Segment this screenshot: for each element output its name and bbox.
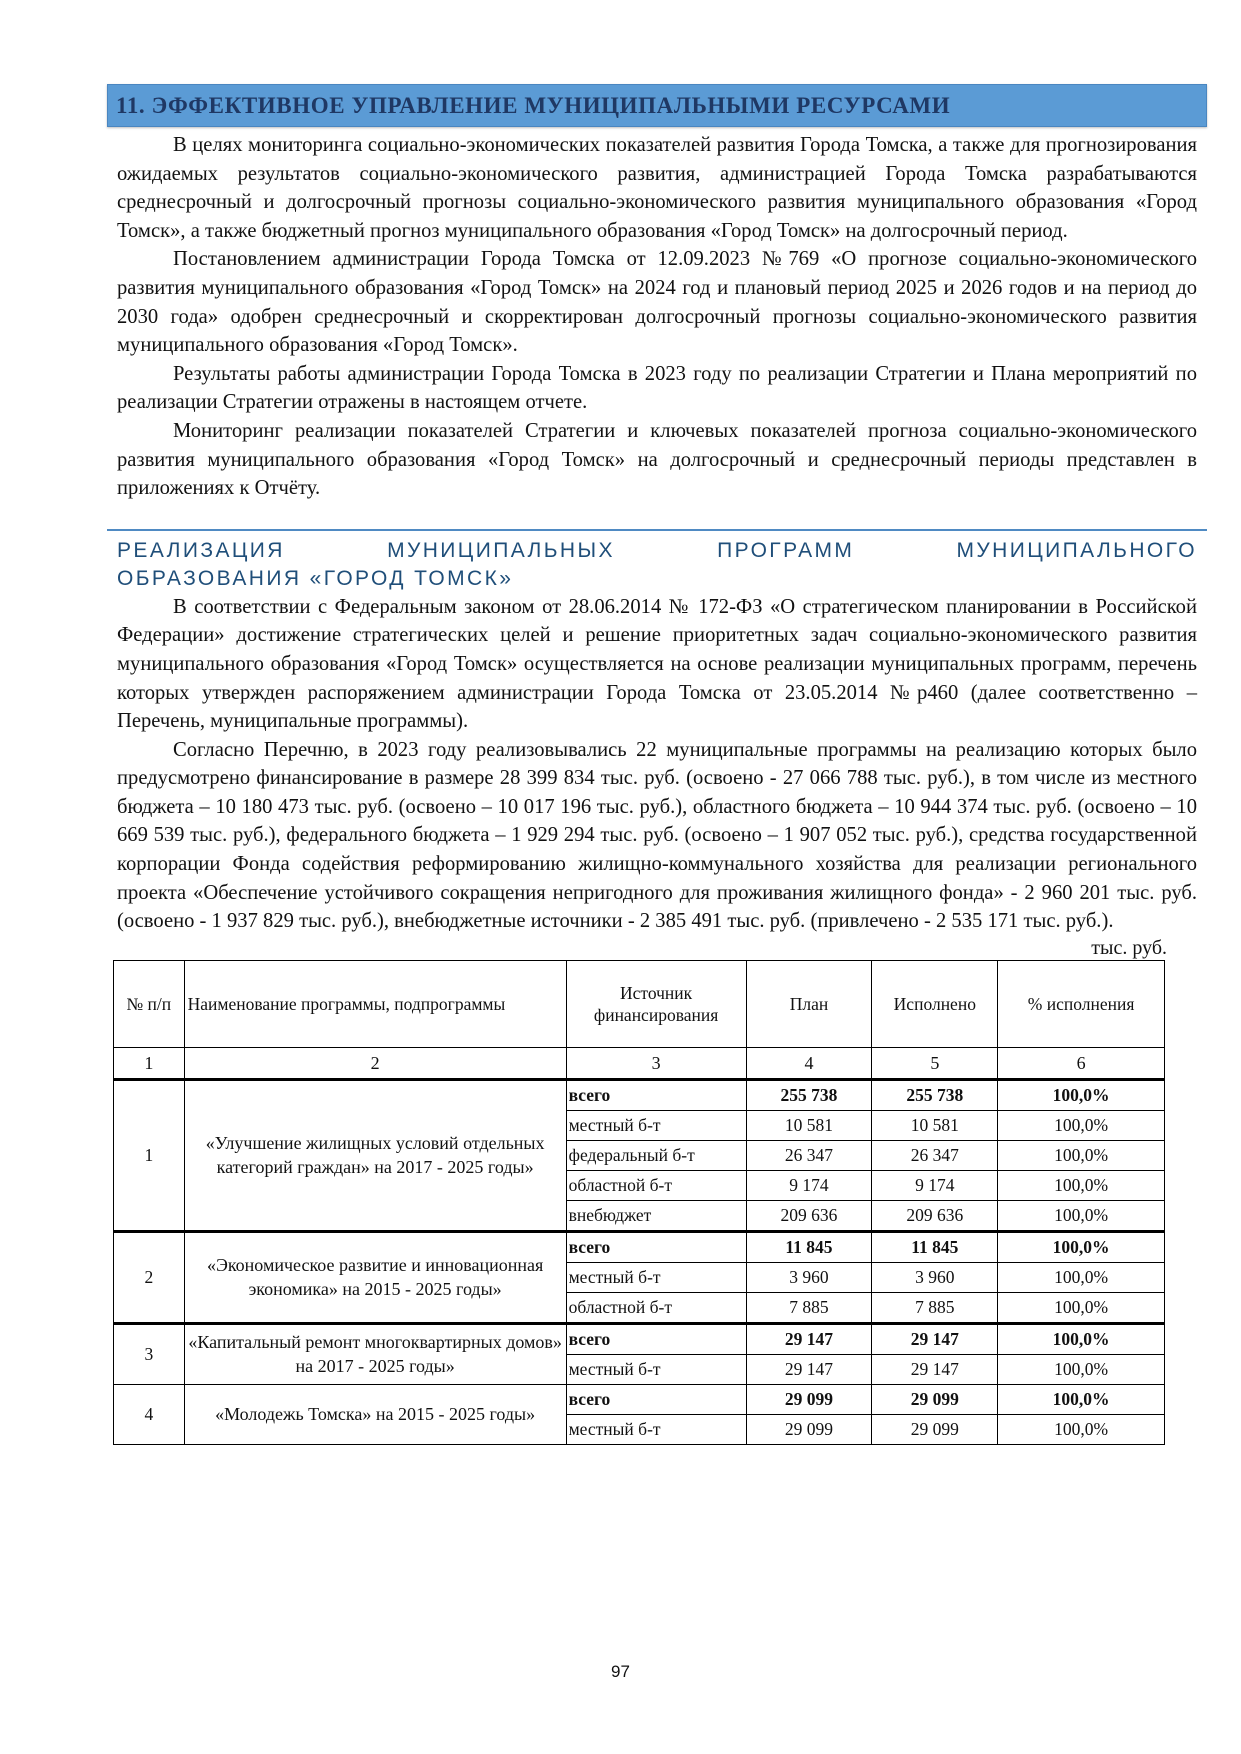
funding-source: всего	[566, 1323, 746, 1354]
section-title-line2: ОБРАЗОВАНИЯ «ГОРОД ТОМСК»	[117, 566, 514, 590]
pct-value: 100,0%	[998, 1200, 1165, 1231]
program-num: 2	[114, 1231, 185, 1323]
header-num: № п/п	[114, 960, 185, 1047]
plan-value: 10 581	[746, 1110, 872, 1140]
chapter-title: 11. ЭФФЕКТИВНОЕ УПРАВЛЕНИЕ МУНИЦИПАЛЬНЫМИ РЕСУРСАМИ	[116, 93, 951, 118]
plan-value: 26 347	[746, 1140, 872, 1170]
plan-value: 3 960	[746, 1262, 872, 1292]
program-name: «Капитальный ремонт многоквартирных домов» на 2017 - 2025 годы»	[184, 1323, 566, 1384]
paragraph: В целях мониторинга социально-экономических показателей развития Города Томска, а также для прогнозирования ожидаемых результатов социально-экономического развития, администрацией Города Томска разрабатываются среднесрочный и долгосрочный прогнозы социально-экономического развития муниципального образования «Город Томск», а также бюджетный прогноз муниципального образования «Город Томск» на долгосрочный период.	[117, 134, 1197, 242]
pct-value: 100,0%	[998, 1354, 1165, 1384]
plan-value: 29 147	[746, 1354, 872, 1384]
done-value: 7 885	[872, 1292, 998, 1323]
column-number: 5	[872, 1047, 998, 1079]
paragraph: Результаты работы администрации Города Томска в 2023 году по реализации Стратегии и Плана мероприятий по реализации Стратегии отражены в настоящем отчете.	[117, 362, 1197, 414]
section-title-word: РЕАЛИЗАЦИЯ	[117, 538, 285, 562]
table-header-row	[114, 960, 1165, 1047]
done-value: 255 738	[872, 1079, 998, 1110]
done-value: 3 960	[872, 1262, 998, 1292]
pct-value: 100,0%	[998, 1262, 1165, 1292]
funding-source: федеральный б-т	[566, 1140, 746, 1170]
column-number: 1	[114, 1047, 185, 1079]
section-text	[117, 593, 1197, 936]
intro-text	[117, 131, 1197, 503]
funding-source: местный б-т	[566, 1354, 746, 1384]
funding-source: всего	[566, 1079, 746, 1110]
chapter-heading	[107, 84, 1207, 127]
programs-table	[113, 960, 1165, 1445]
done-value: 29 147	[872, 1354, 998, 1384]
table-row	[114, 1231, 1165, 1262]
plan-value: 11 845	[746, 1231, 872, 1262]
pct-value: 100,0%	[998, 1323, 1165, 1354]
program-num: 1	[114, 1079, 185, 1231]
pct-value: 100,0%	[998, 1414, 1165, 1444]
funding-source: внебюджет	[566, 1200, 746, 1231]
section-title-word: МУНИЦИПАЛЬНЫХ	[387, 538, 615, 562]
column-number: 2	[184, 1047, 566, 1079]
plan-value: 29 099	[746, 1384, 872, 1414]
funding-source: местный б-т	[566, 1110, 746, 1140]
document-page	[117, 84, 1197, 1445]
header-source: Источник финансирования	[566, 960, 746, 1047]
column-number: 4	[746, 1047, 872, 1079]
funding-source: всего	[566, 1231, 746, 1262]
header-plan: План	[746, 960, 872, 1047]
column-number: 6	[998, 1047, 1165, 1079]
funding-source: местный б-т	[566, 1414, 746, 1444]
done-value: 29 147	[872, 1323, 998, 1354]
done-value: 11 845	[872, 1231, 998, 1262]
funding-source: областной б-т	[566, 1292, 746, 1323]
plan-value: 29 147	[746, 1323, 872, 1354]
column-number-row	[114, 1047, 1165, 1079]
pct-value: 100,0%	[998, 1140, 1165, 1170]
program-name: «Улучшение жилищных условий отдельных категорий граждан» на 2017 - 2025 годы»	[184, 1079, 566, 1231]
paragraph: Постановлением администрации Города Томска от 12.09.2023 №769 «О прогнозе социально-экономического развития муниципального образования «Город Томск» на 2024 год и плановый период 2025 и 2026 годов и на период до 2030 года» одобрен среднесрочный и скорректирован долгосрочный прогнозы социально-экономического развития муниципального образования «Город Томск».	[117, 248, 1197, 357]
header-name: Наименование программы, подпрограммы	[184, 960, 566, 1047]
section-title	[117, 537, 1197, 593]
page-number: 97	[611, 1662, 630, 1681]
pct-value: 100,0%	[998, 1384, 1165, 1414]
done-value: 9 174	[872, 1170, 998, 1200]
program-num: 4	[114, 1384, 185, 1444]
plan-value: 9 174	[746, 1170, 872, 1200]
program-name: «Молодежь Томска» на 2015 - 2025 годы»	[184, 1384, 566, 1444]
table-row	[114, 1323, 1165, 1354]
paragraph: В соответствии с Федеральным законом от 28.06.2014 № 172-ФЗ «О стратегическом планировании в Российской Федерации» достижение стратегических целей и решение приоритетных задач социально-экономического развития муниципального образования «Город Томск» осуществляется на основе реализации муниципальных программ, перечень которых утвержден распоряжением администрации Города Томска от 23.05.2014 №р460 (далее соответственно – Перечень, муниципальные программы).	[117, 595, 1197, 733]
paragraph: Согласно Перечню, в 2023 году реализовывались 22 муниципальные программы на реализацию которых было предусмотрено финансирование в размере 28 399 834 тыс. руб. (освоено - 27 066 788 тыс. руб.), в том числе из местного бюджета – 10 180 473 тыс. руб. (освоено – 10 017 196 тыс. руб.), областного бюджета – 10 944 374 тыс. руб. (освоено – 10 669 539 тыс. руб.), федерального бюджета – 1 929 294 тыс. руб. (освоено – 1 907 052 тыс. руб.), средства государственной корпорации Фонда содействия реформированию жилищно-коммунального хозяйства для реализации регионального проекта «Обеспечение устойчивого сокращения непригодного для проживания жилищного фонда» - 2 960 201 тыс. руб. (освоено - 1 937 829 тыс. руб.), внебюджетные источники - 2 385 491 тыс. руб. (привлечено - 2 535 171 тыс. руб.).	[117, 738, 1197, 933]
program-name: «Экономическое развитие и инновационная экономика» на 2015 - 2025 годы»	[184, 1231, 566, 1323]
funding-source: всего	[566, 1384, 746, 1414]
done-value: 26 347	[872, 1140, 998, 1170]
column-number: 3	[566, 1047, 746, 1079]
pct-value: 100,0%	[998, 1170, 1165, 1200]
section-title-word: ПРОГРАММ	[717, 538, 855, 562]
header-pct: % исполнения	[998, 960, 1165, 1047]
pct-value: 100,0%	[998, 1292, 1165, 1323]
done-value: 29 099	[872, 1414, 998, 1444]
plan-value: 29 099	[746, 1414, 872, 1444]
plan-value: 7 885	[746, 1292, 872, 1323]
header-done: Исполнено	[872, 960, 998, 1047]
section-title-word: МУНИЦИПАЛЬНОГО	[956, 538, 1197, 562]
plan-value: 209 636	[746, 1200, 872, 1231]
pct-value: 100,0%	[998, 1079, 1165, 1110]
done-value: 10 581	[872, 1110, 998, 1140]
pct-value: 100,0%	[998, 1110, 1165, 1140]
table-row	[114, 1384, 1165, 1414]
plan-value: 255 738	[746, 1079, 872, 1110]
table-row	[114, 1079, 1165, 1110]
done-value: 209 636	[872, 1200, 998, 1231]
unit-label: тыс. руб.	[1091, 936, 1167, 959]
program-num: 3	[114, 1323, 185, 1384]
section-divider	[107, 529, 1207, 531]
done-value: 29 099	[872, 1384, 998, 1414]
funding-source: местный б-т	[566, 1262, 746, 1292]
funding-source: областной б-т	[566, 1170, 746, 1200]
pct-value: 100,0%	[998, 1231, 1165, 1262]
paragraph: Мониторинг реализации показателей Стратегии и ключевых показателей прогноза социально-экономического развития муниципального образования «Город Томск» на долгосрочный и среднесрочный периоды представлен в приложениях к Отчёту.	[117, 419, 1197, 500]
